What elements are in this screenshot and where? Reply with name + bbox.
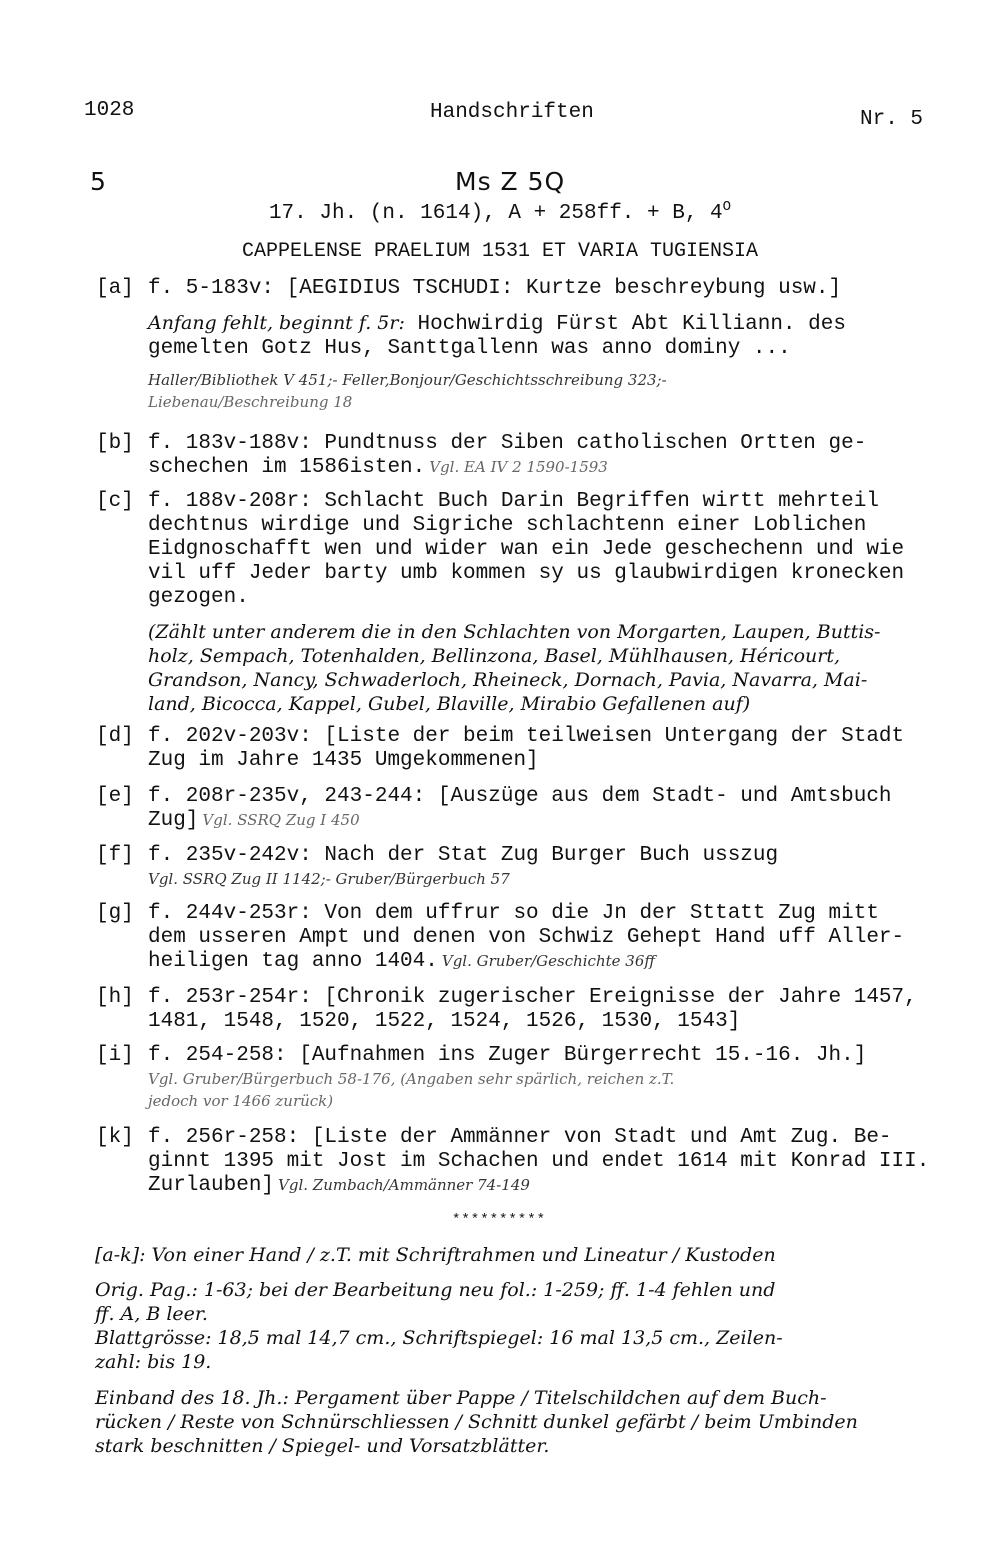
- item-i: [148, 1044, 866, 1112]
- item-d: [148, 725, 904, 773]
- item-label-f: [f]: [96, 844, 134, 867]
- collection-title: CAPPELENSE PRAELIUM 1531 ET VARIA TUGIENSIA: [241, 240, 759, 263]
- format-superscript: O: [722, 199, 732, 215]
- item-k: [148, 1126, 929, 1198]
- shelfmark: Ms Z 5Q: [455, 167, 566, 196]
- item-label-b: [b]: [96, 432, 134, 455]
- item-label-k: [k]: [96, 1126, 134, 1149]
- item-label-c: [c]: [96, 490, 134, 513]
- item-label-d: [d]: [96, 725, 134, 748]
- item-f: [148, 844, 778, 890]
- item-c-line: vil uff Jeder barty umb kommen sy us glaubwirdigen kronecken: [148, 562, 905, 585]
- item-e-line: [148, 809, 892, 833]
- item-g-line: dem usseren Ampt und denen von Schwiz Gehept Hand uff Aller-: [148, 926, 905, 949]
- item-f-reference: Vgl. SSRQ Zug II 1142;- Gruber/Bürgerbuch 57: [148, 870, 510, 888]
- binding-description: rücken / Reste von Schnürschliessen / Schnitt dunkel gefärbt / beim Umbinden: [95, 1411, 858, 1433]
- item-label-a: [a]: [96, 277, 134, 300]
- entry-nr: Nr. 5: [860, 108, 924, 131]
- item-c-note: Grandson, Nancy, Schwaderloch, Rheineck, Dornach, Pavia, Navarra, Mai-: [148, 669, 868, 691]
- item-c-line: gezogen.: [148, 586, 249, 609]
- item-d-line: Zug im Jahre 1435 Umgekommenen]: [148, 749, 539, 772]
- item-b: [148, 432, 866, 480]
- item-g-reference: Vgl. Gruber/Geschichte 36ff: [441, 952, 656, 970]
- item-g-line: [148, 950, 904, 974]
- item-i-reference: jedoch vor 1466 zurück): [148, 1092, 334, 1110]
- item-h-line: 1481, 1548, 1520, 1522, 1524, 1526, 1530, 1543]: [148, 1010, 741, 1033]
- item-c-note: holz, Sempach, Totenhalden, Bellinzona, Basel, Mühlhausen, Héricourt,: [148, 645, 841, 667]
- item-f-line: f. 235v-242v: Nach der Stat Zug Burger Buch usszug: [148, 844, 779, 867]
- item-e-text: Zug]: [148, 809, 199, 832]
- item-i-line: f. 254-258: [Aufnahmen ins Zuger Bürgerrecht 15.-16. Jh.]: [148, 1044, 867, 1067]
- item-e: [148, 785, 892, 833]
- entry-number: 5: [90, 167, 107, 196]
- item-g: [148, 902, 904, 974]
- item-k-text: Zurlauben]: [148, 1174, 275, 1197]
- item-a-line: f. 5-183v: [AEGIDIUS TSCHUDI: Kurtze beschreybung usw.]: [148, 277, 842, 300]
- item-k-line: ginnt 1395 mit Jost im Schachen und endet 1614 mit Konrad III.: [148, 1150, 930, 1173]
- pagination-description: ff. A, B leer.: [95, 1303, 208, 1325]
- item-b-text: schechen im 1586isten.: [148, 456, 426, 479]
- item-b-line: f. 183v-188v: Pundtnuss der Siben catholischen Ortten ge-: [148, 432, 867, 455]
- item-c-line: Eidgnoschafft wen und wider wan ein Jede geschechenn und wie: [148, 538, 905, 561]
- item-c-line: f. 188v-208r: Schlacht Buch Darin Begriffen wirtt mehrteil: [148, 490, 879, 513]
- item-label-e: [e]: [96, 785, 134, 808]
- item-a-reference: Haller/Bibliothek V 451;- Feller,Bonjour/Geschichtsschreibung 323;-: [148, 371, 667, 389]
- pagination-description: Orig. Pag.: 1-63; bei der Bearbeitung neu fol.: 1-259; ff. 1-4 fehlen und: [95, 1279, 776, 1301]
- item-h-line: f. 253r-254r: [Chronik zugerischer Ereignisse der Jahre 1457,: [148, 986, 917, 1009]
- running-title: Handschriften: [430, 101, 594, 124]
- item-e-line: f. 208r-235v, 243-244: [Auszüge aus dem Stadt- und Amtsbuch: [148, 785, 892, 808]
- item-k-line: f. 256r-258: [Liste der Ammänner von Stadt und Amt Zug. Be-: [148, 1126, 892, 1149]
- item-a-reference: Liebenau/Beschreibung 18: [148, 393, 353, 411]
- incipit-label: Anfang fehlt, beginnt f. 5r:: [148, 312, 405, 334]
- item-i-reference: Vgl. Gruber/Bürgerbuch 58-176, (Angaben sehr spärlich, reichen z.T.: [148, 1070, 675, 1088]
- item-k-line: [148, 1174, 929, 1198]
- date-text: 17. Jh. (n. 1614), A + 258ff. + B, 4: [268, 202, 723, 225]
- item-a: [148, 277, 846, 413]
- physical-description: [95, 1243, 858, 1458]
- page-number: 1028: [84, 99, 135, 122]
- incipit-text: Hochwirdig Fürst Abt Killiann. des: [404, 313, 846, 336]
- item-label-h: [h]: [96, 986, 134, 1009]
- item-c-note: (Zählt unter anderem die in den Schlachten von Morgarten, Laupen, Buttis-: [148, 621, 881, 643]
- item-h: [148, 986, 917, 1034]
- item-g-line: f. 244v-253r: Von dem uffrur so die Jn der Sttatt Zug mitt: [148, 902, 879, 925]
- hand-description: [a-k]: Von einer Hand / z.T. mit Schriftrahmen und Lineatur / Kustoden: [95, 1244, 776, 1266]
- item-label-i: [i]: [96, 1044, 134, 1067]
- item-c-line: dechtnus wirdige und Sigriche schlachtenn einer Loblichen: [148, 514, 867, 537]
- binding-description: stark beschnitten / Spiegel- und Vorsatzblätter.: [95, 1435, 550, 1457]
- binding-description: Einband des 18. Jh.: Pergament über Pappe / Titelschildchen auf dem Buch-: [95, 1387, 827, 1409]
- item-g-text: heiligen tag anno 1404.: [148, 950, 438, 973]
- size-description: Blattgrösse: 18,5 mal 14,7 cm., Schriftspiegel: 16 mal 13,5 cm., Zeilen-: [95, 1327, 783, 1349]
- size-description: zahl: bis 19.: [95, 1351, 212, 1373]
- item-a-incipit: [148, 311, 846, 337]
- item-k-reference: Vgl. Zumbach/Ammänner 74-149: [278, 1176, 530, 1194]
- item-label-g: [g]: [96, 902, 134, 925]
- item-e-reference: Vgl. SSRQ Zug I 450: [202, 811, 360, 829]
- item-c: [148, 490, 904, 716]
- separator: **********: [452, 1212, 547, 1228]
- item-c-note: land, Bicocca, Kappel, Gubel, Blaville, Mirabio Gefallenen auf): [148, 693, 751, 715]
- item-d-line: f. 202v-203v: [Liste der beim teilweisen Untergang der Stadt: [148, 725, 905, 748]
- item-a-line: gemelten Gotz Hus, Santtgallenn was anno dominy ...: [148, 337, 791, 360]
- item-b-line: [148, 456, 866, 480]
- item-b-reference: Vgl. EA IV 2 1590-1593: [429, 458, 608, 476]
- date-line: [0, 199, 1000, 226]
